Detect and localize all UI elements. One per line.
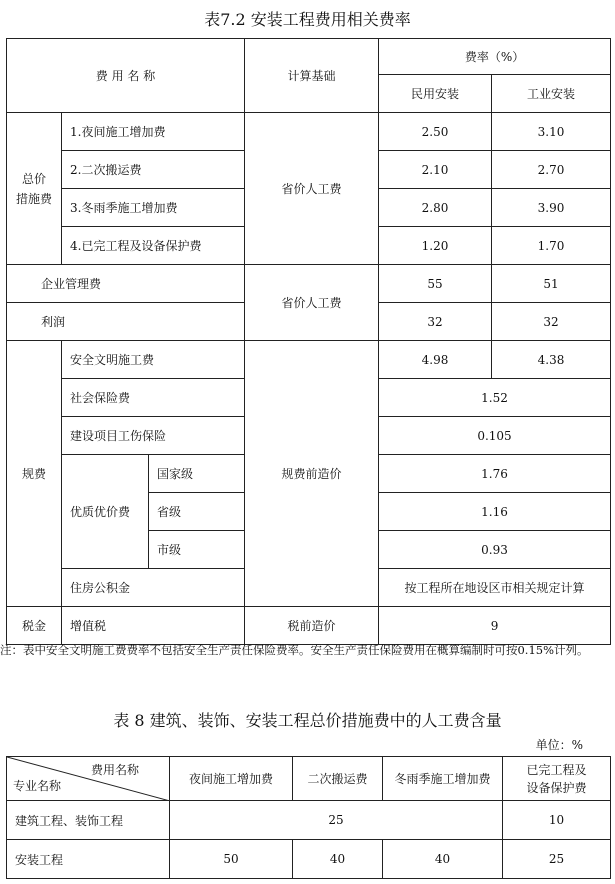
measure-name: 3.冬雨季施工增加费 (62, 189, 245, 227)
header-winter: 冬雨季施工增加费 (383, 757, 503, 801)
measure-industrial: 3.10 (492, 113, 611, 151)
measure-industrial: 3.90 (492, 189, 611, 227)
quality-level-name: 市级 (149, 531, 245, 569)
quality-level-value: 1.76 (379, 455, 611, 493)
measures-basis: 省价人工费 (245, 113, 379, 265)
table8-title: 表 8 建筑、装饰、安装工程总价措施费中的人工费含量 (113, 711, 502, 730)
measure-industrial: 2.70 (492, 151, 611, 189)
measure-civil: 2.50 (379, 113, 492, 151)
profit-industrial: 32 (492, 303, 611, 341)
measures-group: 总价 措施费 (7, 113, 62, 265)
profit-name: 利润 (7, 303, 245, 341)
safety-fee-industrial: 4.38 (492, 341, 611, 379)
corner-bottom-label: 专业名称 (13, 779, 62, 793)
injury-insurance-name: 建设项目工伤保险 (62, 417, 245, 455)
fee-rate-table (6, 38, 611, 645)
row-install-winter: 40 (383, 840, 503, 879)
vat-name: 增值税 (62, 607, 245, 645)
housing-fund-name: 住房公积金 (62, 569, 245, 607)
table7-title: 表7.2 安装工程费用相关费率 (204, 10, 411, 29)
header-rate: 费率（%） (379, 39, 611, 75)
measure-name: 2.二次搬运费 (62, 151, 245, 189)
management-industrial: 51 (492, 265, 611, 303)
fees-basis: 规费前造价 (245, 341, 379, 607)
corner-header (7, 757, 170, 801)
injury-insurance-value: 0.105 (379, 417, 611, 455)
quality-level-value: 1.16 (379, 493, 611, 531)
safety-fee-civil: 4.98 (379, 341, 492, 379)
management-name: 企业管理费 (7, 265, 245, 303)
row-building-protection: 10 (503, 801, 611, 840)
vat-value: 9 (379, 607, 611, 645)
row-building-merged: 25 (170, 801, 503, 840)
measure-industrial: 1.70 (492, 227, 611, 265)
quality-level-name: 省级 (149, 493, 245, 531)
quality-level-value: 0.93 (379, 531, 611, 569)
header-night: 夜间施工增加费 (170, 757, 293, 801)
fees-group: 规费 (7, 341, 62, 607)
management-civil: 55 (379, 265, 492, 303)
measure-civil: 2.10 (379, 151, 492, 189)
tax-group: 税金 (7, 607, 62, 645)
quality-level-name: 国家级 (149, 455, 245, 493)
corner-top-label: 费用名称 (90, 763, 139, 777)
labor-content-table (6, 756, 611, 879)
tax-basis: 税前造价 (245, 607, 379, 645)
management-basis: 省价人工费 (245, 265, 379, 341)
row-install-night: 50 (170, 840, 293, 879)
quality-fee-name: 优质优价费 (62, 455, 149, 569)
header-fee-name: 费 用 名 称 (7, 39, 245, 113)
header-transport: 二次搬运费 (293, 757, 383, 801)
measure-civil: 2.80 (379, 189, 492, 227)
measure-civil: 1.20 (379, 227, 492, 265)
profit-civil: 32 (379, 303, 492, 341)
row-install-name: 安装工程 (7, 840, 170, 879)
table8-unit: 单位：% (535, 738, 583, 752)
header-industrial: 工业安装 (492, 75, 611, 113)
row-building-name: 建筑工程、装饰工程 (7, 801, 170, 840)
row-install-transport: 40 (293, 840, 383, 879)
table7-note: 注：表中安全文明施工费费率不包括安全生产责任保险费率。安全生产责任保险费用在概算编制时可按0.15%计列。 (0, 643, 589, 657)
social-insurance-name: 社会保险费 (62, 379, 245, 417)
measure-name: 4.已完工程及设备保护费 (62, 227, 245, 265)
social-insurance-value: 1.52 (379, 379, 611, 417)
safety-fee-name: 安全文明施工费 (62, 341, 245, 379)
housing-fund-value: 按工程所在地设区市相关规定计算 (379, 569, 611, 607)
header-basis: 计算基础 (245, 39, 379, 113)
row-install-protection: 25 (503, 840, 611, 879)
header-civil: 民用安装 (379, 75, 492, 113)
measure-name: 1.夜间施工增加费 (62, 113, 245, 151)
header-protection: 已完工程及 设备保护费 (503, 757, 611, 801)
